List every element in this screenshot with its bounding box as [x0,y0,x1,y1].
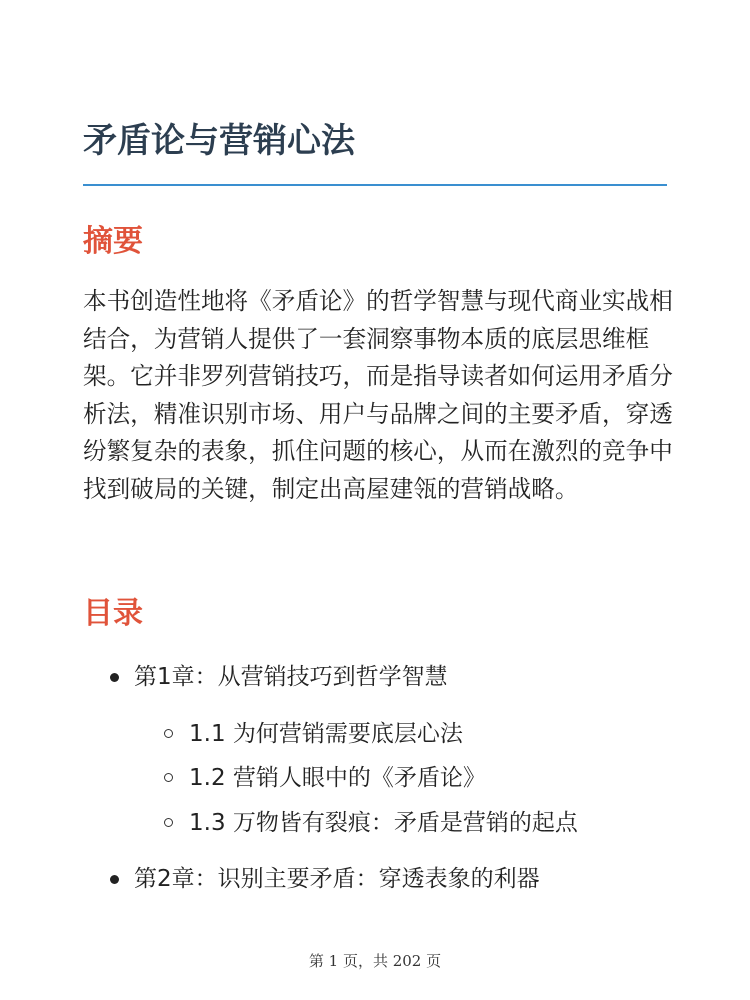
toc-section-label: 1.2 营销人眼中的《矛盾论》 [189,765,486,791]
toc-chapter-2[interactable] [134,862,540,896]
hollow-bullet-icon [164,818,173,827]
filled-bullet-icon [110,673,119,682]
toc-section-1-3[interactable] [189,806,578,840]
abstract-body: 本书创造性地将《矛盾论》的哲学智慧与现代商业实战相结合，为营销人提供了一套洞察事物本质的底层思维框架。它并非罗列营销技巧，而是指导读者如何运用矛盾分析法，精准识别市场、用户与品牌之间的主要矛盾，穿透纷繁复杂的表象，抓住问题的核心，从而在激烈的竞争中找到破局的关键，制定出高屋建瓴的营销战略。 [83,287,673,503]
filled-bullet-icon [110,875,119,884]
toc-heading: 目录 [83,596,143,631]
toc-section-label: 1.1 为何营销需要底层心法 [189,721,463,747]
hollow-bullet-icon [164,729,173,738]
abstract-heading: 摘要 [83,224,143,259]
page-title: 矛盾论与营销心法 [83,121,355,161]
page-number: 第 1 页，共 202 页 [308,952,442,970]
toc-section-label: 1.3 万物皆有裂痕：矛盾是营销的起点 [189,810,578,836]
toc-chapter-1[interactable] [134,660,448,694]
toc-chapter-label: 第2章：识别主要矛盾：穿透表象的利器 [134,866,540,892]
toc-section-1-2[interactable] [189,761,486,795]
hollow-bullet-icon [164,773,173,782]
toc-section-1-1[interactable] [189,717,463,751]
toc-chapter-label: 第1章：从营销技巧到哲学智慧 [134,664,448,690]
